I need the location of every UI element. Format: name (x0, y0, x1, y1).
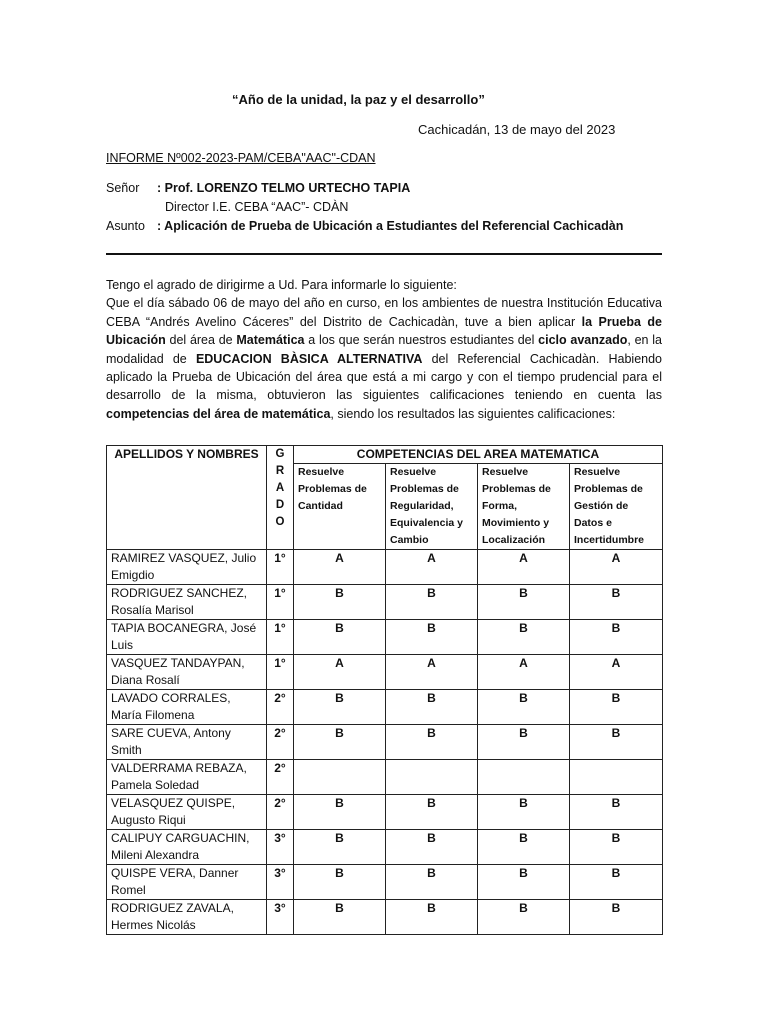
student-grado: 2° (267, 760, 294, 795)
grade-cell: A (386, 655, 478, 690)
competencia-header: Resuelve Problemas de Gestión de Datos e Incertidumbre (570, 464, 663, 550)
table-row (107, 865, 663, 900)
competencia-header: Resuelve Problemas de Cantidad (294, 464, 386, 550)
student-name: SARE CUEVA, Antony Smith (107, 725, 267, 760)
grade-cell: B (570, 585, 663, 620)
grade-cell: B (570, 830, 663, 865)
student-grado: 3° (267, 865, 294, 900)
student-grado: 3° (267, 830, 294, 865)
student-name: QUISPE VERA, Danner Romel (107, 865, 267, 900)
student-grado: 1° (267, 585, 294, 620)
table-row (107, 725, 663, 760)
grade-cell: B (478, 795, 570, 830)
report-text: del Referencial Cachicadàn. Habiendo aplicado la Prueba de Ubicación del área que está a mi cargo y con el tiempo prudencial para el desarrollo de la misma, obtuvieron las siguientes calificaciones teniendo en cuenta las (106, 351, 662, 403)
report-text: , en la modalidad de (106, 333, 662, 366)
date-line: Cachicadán, 13 de mayo del 2023 (418, 122, 616, 137)
report-text: Que el día sábado 06 de mayo del año en curso, en los ambientes de nuestra Institución Educativa CEBA “Andrés Avelino Cáceres” del Distrito de Cachicadàn, tuve a bien aplicar (106, 296, 662, 329)
grade-cell: B (478, 690, 570, 725)
grade-cell: B (570, 865, 663, 900)
report-emphasis: EDUCACION BÀSICA ALTERNATIVA (195, 351, 423, 366)
grade-cell: B (478, 865, 570, 900)
grade-cell: B (570, 795, 663, 830)
student-name: RODRIGUEZ ZAVALA, Hermes Nicolás (107, 900, 267, 935)
student-name: CALIPUY CARGUACHIN, Mileni Alexandra (107, 830, 267, 865)
grade-cell: B (386, 725, 478, 760)
grado-letter: R (275, 465, 285, 477)
grade-cell: B (294, 830, 386, 865)
student-name: LAVADO CORRALES, María Filomena (107, 690, 267, 725)
student-name: TAPIA BOCANEGRA, José Luis (107, 620, 267, 655)
grade-cell (570, 760, 663, 795)
header-divider (106, 253, 662, 255)
student-grado: 2° (267, 690, 294, 725)
grado-letter: G (275, 448, 285, 460)
report-emphasis: Matemática (236, 333, 305, 348)
asunto-label: Asunto (106, 219, 145, 233)
names-column-header: APELLIDOS Y NOMBRES (107, 446, 267, 550)
senor-label: Señor (106, 181, 140, 195)
grade-cell: A (570, 655, 663, 690)
grado-letter: O (275, 516, 285, 528)
grade-cell: B (386, 900, 478, 935)
grade-cell: B (294, 690, 386, 725)
grade-cell: B (570, 900, 663, 935)
grade-cell: B (478, 620, 570, 655)
grade-cell: B (386, 830, 478, 865)
grades-table (106, 445, 663, 935)
report-text: del área de (165, 333, 237, 348)
grado-column-header (267, 446, 294, 550)
student-name: RODRIGUEZ SANCHEZ, Rosalía Marisol (107, 585, 267, 620)
table-row (107, 760, 663, 795)
table-row (107, 620, 663, 655)
asunto-text: : Aplicación de Prueba de Ubicación a Estudiantes del Referencial Cachicadàn (157, 219, 624, 233)
table-row (107, 550, 663, 585)
grado-letter: A (275, 482, 285, 494)
student-grado: 1° (267, 620, 294, 655)
grade-cell: B (294, 620, 386, 655)
student-name: VASQUEZ TANDAYPAN, Diana Rosalí (107, 655, 267, 690)
grade-cell: B (570, 690, 663, 725)
competencia-header: Resuelve Problemas de Forma, Movimiento y Localización (478, 464, 570, 550)
grade-cell: B (386, 690, 478, 725)
student-grado: 3° (267, 900, 294, 935)
grade-cell: B (386, 585, 478, 620)
grade-cell: B (570, 620, 663, 655)
grado-letter: D (275, 499, 285, 511)
motto-heading: “Año de la unidad, la paz y el desarrollo” (232, 92, 485, 107)
grade-cell: A (386, 550, 478, 585)
grade-cell: B (386, 620, 478, 655)
table-row (107, 655, 663, 690)
grade-cell: B (478, 585, 570, 620)
report-emphasis: competencias del área de matemática (106, 406, 331, 421)
grade-cell: B (294, 795, 386, 830)
grade-cell: B (570, 725, 663, 760)
grade-cell: A (294, 550, 386, 585)
competencias-header: COMPETENCIAS DEL AREA MATEMATICA (294, 446, 663, 464)
student-grado: 1° (267, 550, 294, 585)
student-name: RAMIREZ VASQUEZ, Julio Emigdio (107, 550, 267, 585)
report-text: a los que serán nuestros estudiantes del (304, 333, 539, 348)
body-text (106, 276, 662, 423)
competencia-header: Resuelve Problemas de Regularidad, Equivalencia y Cambio (386, 464, 478, 550)
grade-cell (294, 760, 386, 795)
grade-cell: B (386, 865, 478, 900)
grade-cell: B (294, 725, 386, 760)
table-row (107, 795, 663, 830)
grade-cell: A (294, 655, 386, 690)
table-row (107, 830, 663, 865)
grade-cell: B (478, 725, 570, 760)
grade-cell: A (570, 550, 663, 585)
grade-cell: B (294, 865, 386, 900)
grade-cell (478, 760, 570, 795)
report-paragraph (106, 294, 662, 423)
table-row (107, 585, 663, 620)
student-name: VALDERRAMA REBAZA, Pamela Soledad (107, 760, 267, 795)
grade-cell: B (386, 795, 478, 830)
grade-cell: A (478, 655, 570, 690)
grade-cell: B (294, 900, 386, 935)
student-grado: 2° (267, 795, 294, 830)
table-row (107, 690, 663, 725)
report-text: , siendo los resultados las siguientes calificaciones: (330, 406, 616, 421)
greeting-paragraph: Tengo el agrado de dirigirme a Ud. Para informarle lo siguiente: (106, 278, 457, 292)
grade-cell: A (478, 550, 570, 585)
report-emphasis: ciclo avanzado (538, 333, 628, 348)
table-row (107, 900, 663, 935)
grade-cell (386, 760, 478, 795)
grade-cell: B (478, 900, 570, 935)
report-emphasis: la Prueba de Ubicación (106, 314, 662, 348)
informe-number: INFORME Nº002-2023-PAM/CEBA"AAC"-CDAN (106, 151, 376, 165)
student-name: VELASQUEZ QUISPE, Augusto Riqui (107, 795, 267, 830)
senor-role: Director I.E. CEBA “AAC”- CDÀN (165, 200, 349, 214)
student-grado: 2° (267, 725, 294, 760)
grade-cell: B (294, 585, 386, 620)
student-grado: 1° (267, 655, 294, 690)
senor-name: : Prof. LORENZO TELMO URTECHO TAPIA (157, 181, 411, 195)
grade-cell: B (478, 830, 570, 865)
